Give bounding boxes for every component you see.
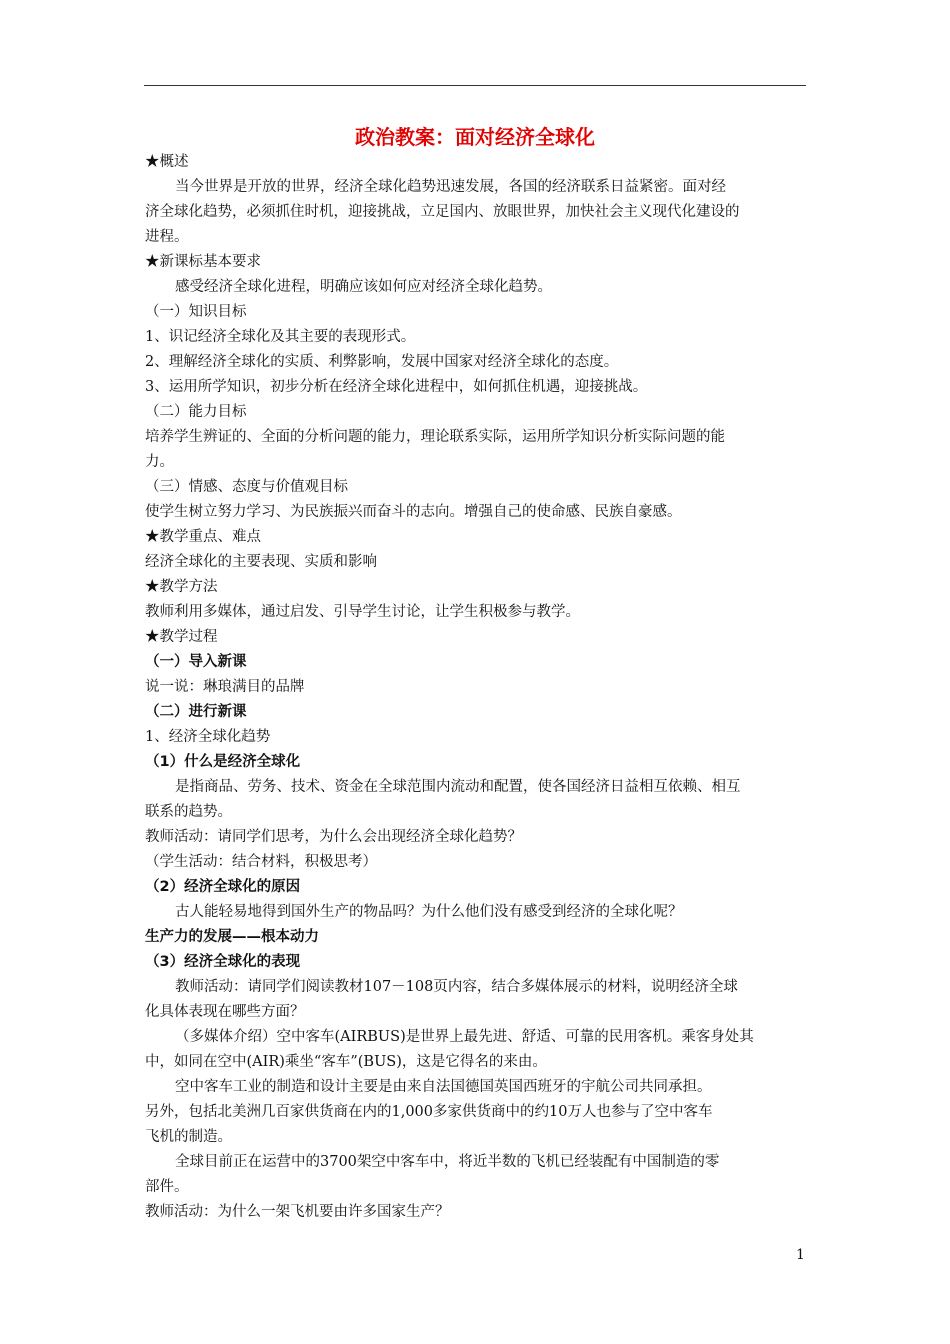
text-line: 教师活动：请同学们阅读教材107－108页内容，结合多媒体展示的材料，说明经济全球 — [175, 979, 738, 995]
text-line: （学生活动：结合材料，积极思考） — [145, 854, 377, 870]
text-line: 进程。 — [145, 229, 189, 245]
page-number: 1 — [796, 1247, 805, 1263]
text-line: ★新课标基本要求 — [145, 254, 261, 270]
text-line: （二）能力目标 — [145, 404, 247, 420]
text-line: 1、识记经济全球化及其主要的表现形式。 — [145, 329, 416, 345]
text-line: 化具体表现在哪些方面？ — [145, 1004, 305, 1020]
text-line: 生产力的发展——根本动力 — [145, 929, 319, 945]
text-line: 另外，包括北美洲几百家供货商在内的1,000多家供货商中的约10万人也参与了空中客车 — [145, 1104, 713, 1120]
document-body — [145, 150, 807, 1225]
text-line: 是指商品、劳务、技术、资金在全球范围内流动和配置，使各国经济日益相互依赖、相互 — [175, 779, 741, 795]
text-line: 空中客车工业的制造和设计主要是由来自法国德国英国西班牙的宇航公司共同承担。 — [175, 1079, 712, 1095]
text-line: 飞机的制造。 — [145, 1129, 232, 1145]
text-line: 济全球化趋势，必须抓住时机，迎接挑战，立足国内、放眼世界，加快社会主义现代化建设的 — [145, 204, 740, 220]
text-line: 教师利用多媒体，通过启发、引导学生讨论，让学生积极参与教学。 — [145, 604, 580, 620]
text-line: （2）经济全球化的原因 — [145, 879, 301, 895]
text-line: 说一说：琳琅满目的品牌 — [145, 679, 305, 695]
text-line: 3、运用所学知识，初步分析在经济全球化进程中，如何抓住机遇，迎接挑战。 — [145, 379, 648, 395]
header-rule — [144, 85, 806, 86]
text-line: 1、经济全球化趋势 — [145, 729, 271, 745]
text-line: （一）导入新课 — [145, 654, 247, 670]
text-line: 联系的趋势。 — [145, 804, 232, 820]
text-line: 教师活动：为什么一架飞机要由许多国家生产？ — [145, 1204, 450, 1220]
text-line: （1）什么是经济全球化 — [145, 754, 301, 770]
document-title: 政治教案：面对经济全球化 — [355, 125, 595, 149]
text-line: 教师活动：请同学们思考，为什么会出现经济全球化趋势？ — [145, 829, 522, 845]
text-line: 部件。 — [145, 1179, 189, 1195]
text-line: 古人能轻易地得到国外生产的物品吗？为什么他们没有感受到经济的全球化呢？ — [175, 904, 683, 920]
text-line: 使学生树立努力学习、为民族振兴而奋斗的志向。增强自己的使命感、民族自豪感。 — [145, 504, 682, 520]
text-line: （二）进行新课 — [145, 704, 247, 720]
text-line: （3）经济全球化的表现 — [145, 954, 301, 970]
text-line: （一）知识目标 — [145, 304, 247, 320]
text-line: 当今世界是开放的世界，经济全球化趋势迅速发展，各国的经济联系日益紧密。面对经 — [175, 179, 726, 195]
text-line: ★概述 — [145, 154, 189, 170]
text-line: 经济全球化的主要表现、实质和影响 — [145, 554, 377, 570]
text-line: ★教学重点、难点 — [145, 529, 261, 545]
text-line: 力。 — [145, 454, 174, 470]
text-line: （多媒体介绍）空中客车(AIRBUS)是世界上最先进、舒适、可靠的民用客机。乘客身处其 — [175, 1029, 754, 1045]
text-line: ★教学方法 — [145, 579, 218, 595]
text-line: 感受经济全球化进程，明确应该如何应对经济全球化趋势。 — [175, 279, 552, 295]
text-line: 培养学生辨证的、全面的分析问题的能力，理论联系实际，运用所学知识分析实际问题的能 — [145, 429, 725, 445]
text-line: 2、理解经济全球化的实质、利弊影响，发展中国家对经济全球化的态度。 — [145, 354, 619, 370]
text-line: ★教学过程 — [145, 629, 218, 645]
text-line: 中，如同在空中(AIR)乘坐“客车”(BUS)，这是它得名的来由。 — [145, 1054, 547, 1070]
text-line: （三）情感、态度与价值观目标 — [145, 479, 348, 495]
text-line: 全球目前正在运营中的3700架空中客车中，将近半数的飞机已经装配有中国制造的零 — [175, 1154, 720, 1170]
